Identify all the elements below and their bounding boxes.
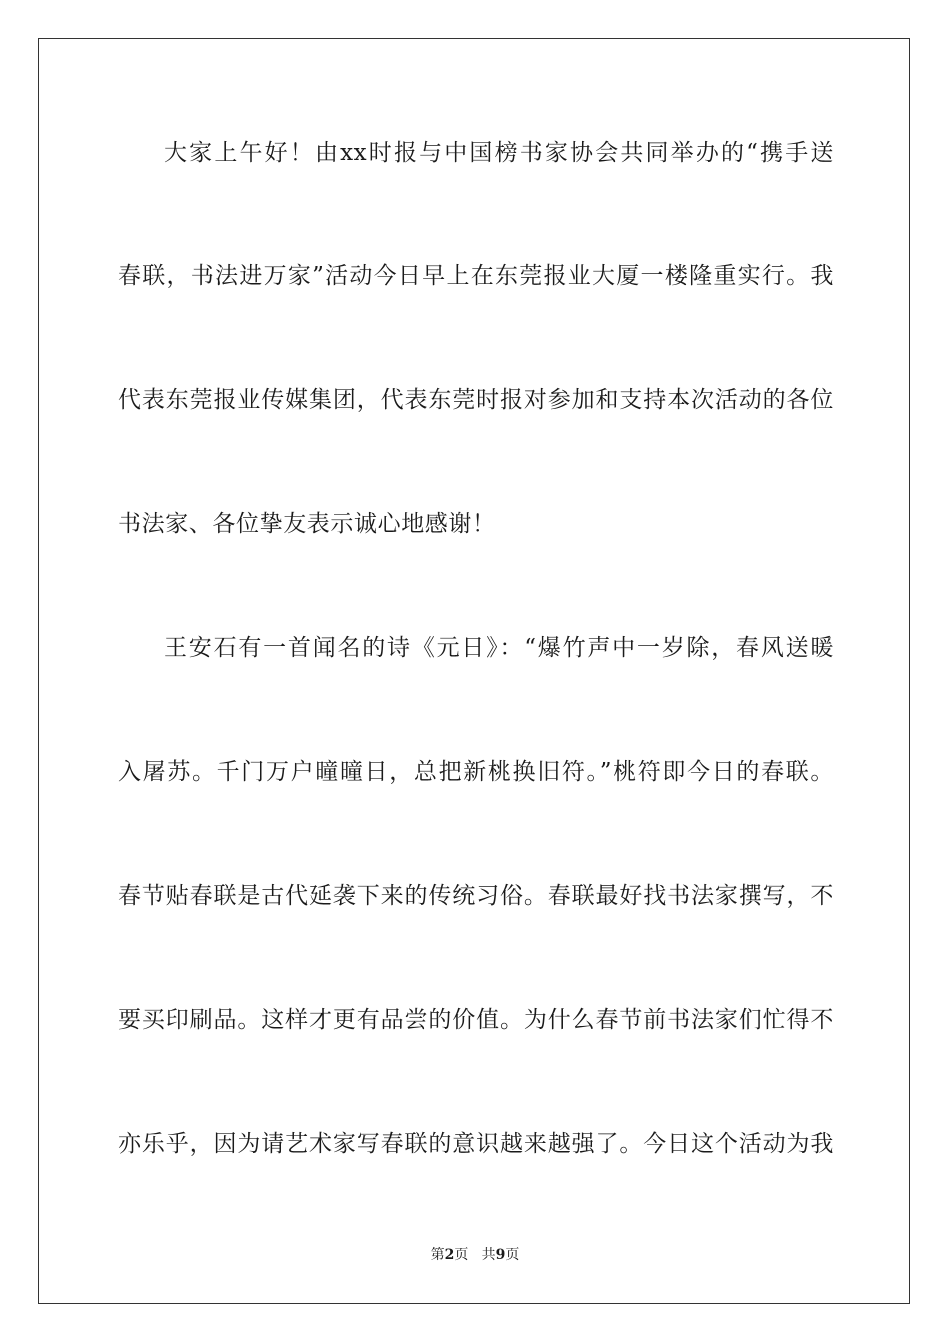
paragraph-1-line-2: 春联，书法进万家”活动今日早上在东莞报业大厦一楼隆重实行。我 [118,263,834,289]
page-footer [0,1246,950,1264]
paragraph-2-line-2: 入屠苏。千门万户曈曈日，总把新桃换旧符。”桃符即今日的春联。 [118,759,834,785]
page-suffix: 页 [454,1247,469,1263]
total-suffix: 页 [505,1247,520,1263]
paragraph-1-line-1: 大家上午好！由xx时报与中国榜书家协会共同举办的“携手送 [164,140,834,166]
paragraph-2-line-5: 亦乐乎，因为请艺术家写春联的意识越来越强了。今日这个活动为我 [118,1131,834,1157]
paragraph-1-line-3: 代表东莞报业传媒集团，代表东莞时报对参加和支持本次活动的各位 [118,387,834,413]
total-prefix: 共 [481,1247,496,1263]
page-number: 2 [444,1247,455,1263]
paragraph-2-line-3: 春节贴春联是古代延袭下来的传统习俗。春联最好找书法家撰写，不 [118,883,834,909]
paragraph-1-line-4: 书法家、各位挚友表示诚心地感谢！ [118,511,496,537]
page-border [38,38,910,1304]
paragraph-2-line-4: 要买印刷品。这样才更有品尝的价值。为什么春节前书法家们忙得不 [118,1007,834,1033]
paragraph-2-line-1: 王安石有一首闻名的诗《元日》：“爆竹声中一岁除，春风送暖 [164,635,834,661]
page-prefix: 第 [430,1247,445,1263]
total-pages: 9 [495,1247,506,1263]
